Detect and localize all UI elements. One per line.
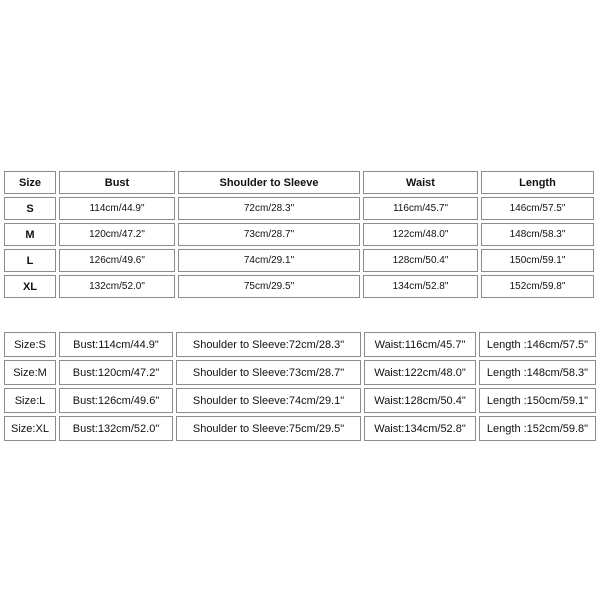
length-cell: Length :150cm/59.1" <box>479 388 596 413</box>
bust-cell: 132cm/52.0" <box>59 275 175 298</box>
table-row <box>4 223 594 246</box>
size-cell: XL <box>4 275 56 298</box>
shoulder-cell: Shoulder to Sleeve:72cm/28.3" <box>176 332 361 357</box>
length-cell: Length :146cm/57.5" <box>479 332 596 357</box>
table-row <box>4 416 596 441</box>
bust-cell: 126cm/49.6" <box>59 249 175 272</box>
header-size: Size <box>4 171 56 194</box>
length-cell: 150cm/59.1" <box>481 249 594 272</box>
shoulder-cell: 72cm/28.3" <box>178 197 360 220</box>
length-cell: Length :152cm/59.8" <box>479 416 596 441</box>
length-cell: 152cm/59.8" <box>481 275 594 298</box>
waist-cell: Waist:122cm/48.0" <box>364 360 476 385</box>
table-row <box>4 388 596 413</box>
bust-cell: Bust:126cm/49.6" <box>59 388 173 413</box>
length-cell: 146cm/57.5" <box>481 197 594 220</box>
size-chart-table <box>1 168 597 301</box>
bust-cell: 114cm/44.9" <box>59 197 175 220</box>
bust-cell: Bust:120cm/47.2" <box>59 360 173 385</box>
shoulder-cell: 75cm/29.5" <box>178 275 360 298</box>
waist-cell: Waist:134cm/52.8" <box>364 416 476 441</box>
header-waist: Waist <box>363 171 478 194</box>
table-header-row <box>4 171 594 194</box>
header-shoulder-to-sleeve: Shoulder to Sleeve <box>178 171 360 194</box>
waist-cell: Waist:116cm/45.7" <box>364 332 476 357</box>
table-row <box>4 332 596 357</box>
waist-cell: 122cm/48.0" <box>363 223 478 246</box>
size-cell: M <box>4 223 56 246</box>
table-row <box>4 275 594 298</box>
shoulder-cell: Shoulder to Sleeve:75cm/29.5" <box>176 416 361 441</box>
waist-cell: 134cm/52.8" <box>363 275 478 298</box>
size-cell: L <box>4 249 56 272</box>
header-length: Length <box>481 171 594 194</box>
size-cell: Size:XL <box>4 416 56 441</box>
length-cell: Length :148cm/58.3" <box>479 360 596 385</box>
bust-cell: Bust:132cm/52.0" <box>59 416 173 441</box>
shoulder-cell: 73cm/28.7" <box>178 223 360 246</box>
table-row <box>4 197 594 220</box>
header-bust: Bust <box>59 171 175 194</box>
size-chart-inline-table <box>1 329 599 444</box>
size-cell: Size:M <box>4 360 56 385</box>
table-row <box>4 249 594 272</box>
size-cell: Size:L <box>4 388 56 413</box>
shoulder-cell: Shoulder to Sleeve:74cm/29.1" <box>176 388 361 413</box>
size-cell: S <box>4 197 56 220</box>
waist-cell: 128cm/50.4" <box>363 249 478 272</box>
shoulder-cell: 74cm/29.1" <box>178 249 360 272</box>
bust-cell: 120cm/47.2" <box>59 223 175 246</box>
waist-cell: Waist:128cm/50.4" <box>364 388 476 413</box>
size-cell: Size:S <box>4 332 56 357</box>
bust-cell: Bust:114cm/44.9" <box>59 332 173 357</box>
length-cell: 148cm/58.3" <box>481 223 594 246</box>
shoulder-cell: Shoulder to Sleeve:73cm/28.7" <box>176 360 361 385</box>
table-row <box>4 360 596 385</box>
waist-cell: 116cm/45.7" <box>363 197 478 220</box>
